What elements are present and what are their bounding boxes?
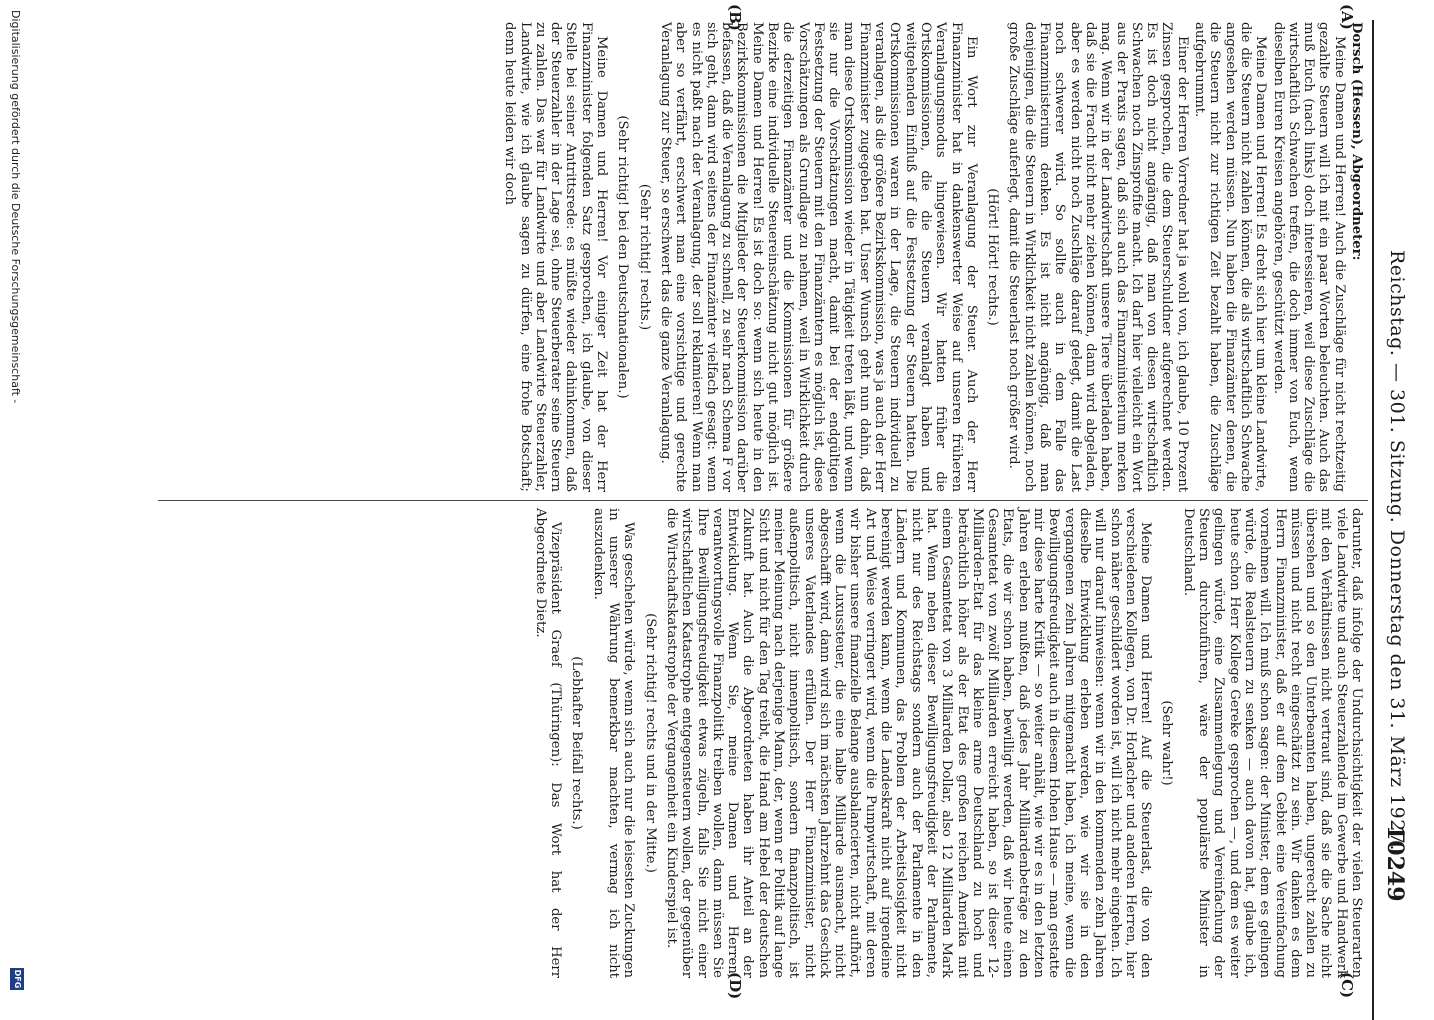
margin-mark-d: (D): [726, 972, 744, 1000]
dfg-logo: DFG: [10, 968, 24, 990]
right-column: [531, 508, 1364, 978]
funding-note: Digitalisierung gefördert durch die Deutsche Forschungsgemeinschaft -: [9, 10, 22, 404]
paragraph: Meine Damen und Herren! Auf die Steuerlast, die von den verschiedenen Kollegen, von Dr. Horlacher und anderen Herren, hier schon näher geschildert worden ist, will ich nicht mehr eingehen. Ich will nur darauf hinweisen: wenn wir in den kommenden zehn Jahren dieselbe Entwicklung erleben werden, wie wir sie in den vergangenen zehn Jahren mitgemacht haben, ich meine, wenn die Bewilligungsfreudigkeit auch in diesem Hohen Hause — man gestatte mir diese harte Kritik — so weiter anhält, wie wir es in den letzten Jahren erleben mußten, daß jedes Jahr Milliardenbeträge zu den Etats, die wir schon haben, bewilligt werden, daß wir heute einen Gesamtetat von zwölf Milliarden erreicht haben, so ist dieser 12-Milliarden-Etat für das kleine arme Deutschland zu hoch und beträchtlich höher als der Etat des großen reichen Amerika mit einem Gesamtetat von 3 Milliarden Dollar, also 12 Milliarden Mark hat. Wenn neben dieser Bewilligungsfreudigkeit der Parlamente, nicht nur des Reichstags sondern auch der Parlamente in den Ländern und Kommunen, das Problem der Arbeitslosigkeit nicht bereinigt werden kann, wenn die Landeskraft nicht auf irgendeine Art und Weise verringert wird, wenn die Pumpwirtschaft, mit deren wir bisher unsere finanzielle Belange ausbalancierten, nicht aufhört, wenn die Luxussteuer, die eine halbe Milliarde ausmacht, nicht abgeschafft wird, dann wird sich im nächsten Jahrzehnt das Geschick unseres Vaterlandes erfüllen. Der Herr Finanzminister, nicht außenpolitisch, nicht innenpolitisch, sondern finanzpolitisch, ist meiner Meinung nach derjenige Mann, der, wenn er Politik auf lange Sicht und nicht für den Tag treibt, die Hand am Hebel der deutschen Zukunft hat. Auch die Abgeordneten haben ihr Anteil an der Entwicklung. Wenn Sie, meine Damen und Herren, verantwortungsvolle Finanzpolitik treiben wollen, dann müssen Sie Ihre Bewilligungsfreudigkeit etwas zügeln, falls Sie nicht einer wirtschaftlichen Katastrophe entgegensteuern wollen, der gegenüber die Wirtschaftskatastrophe der Vergangenheit ein Kinderspiel ist.: [663, 508, 1154, 978]
margin-mark-b: (B): [726, 4, 744, 31]
page-header: [1378, 20, 1408, 920]
digitization-footer: [4, 0, 26, 1000]
paragraph: Meine Damen und Herren! Auch die Zuschläge für nicht rechtzeitig gezahlte Steuern will ich mit ein paar Worten beleuchten. Auch das muß Euch (nach links) doch interessieren, weil diese Zuschläge die wirtschaftlich Schwachen treffen, die doch immer von Euch, wenn dieselben Euren Kreisen angehören, geschützt werden.: [1270, 22, 1347, 492]
page-number: 10249: [1382, 825, 1408, 902]
speaker-line: Dorsch (Hessen), Abgeordneter:: [1349, 22, 1364, 261]
paragraph: darunter, daß infolge der Undurchsichtigkeit der vielen Steuerarten viele Landwirte und auch Steuerzahlende im Gewerbe und Handwerk mit den Verhältnissen nicht vertraut sind, daß sie die Sache nicht übersehen und so den Unterbeamten haben, ungerecht zahlen zu müssen und nicht recht eingeschätzt zu sein. Wir danken es dem Herrn Finanzminister, daß er auf dem Gebiet eine Vereinfachung vornehmen will. Ich muß schon sagen: der Minister, dem es gelingen würde, die Realsteuern zu senken — auch davon hat, glaube ich, heute schon Herr Kollege Gereke gesprochen —, und dem es weiter gelingen würde, eine Zusammenlegung und Vereinfachung der Steuern durchzuführen, wäre der populärste Minister in Deutschland.: [1180, 508, 1364, 978]
column-divider: [158, 500, 1368, 501]
paragraph: Ein Wort zur Veranlagung der Steuer. Auch der Herr Finanzminister hat in dankenswerter Weise auf unseren früheren Veranlagungsmodus hingewiesen. Wir hatten früher die Ortskommissionen, die die Steuern veranlagt haben und weitgehenden Einfluß auf die Festsetzung der Steuern hatten. Die Ortskommissionen waren in der Lage, die Steuern individuell zu veranlagen, als die größere Bezirkskommission, was ja auch der Herr Finanzminister zugegeben hat. Unser Wunsch geht nun dahin, daß man diese Ortskommission wieder in Tätigkeit treten läßt, und wenn sie nur die Vorschätzungen macht, damit bei der endgültigen Festsetzung der Steuern mit den Finanzämtern es möglich ist, diese Vorschätzungen als Grundlage zu nehmen, weil in Wirklichkeit durch die derzeitigen Finanzämter und die Kommissionen für größere Bezirke eine individuelle Steuereinschätzung nicht gut möglich ist. Meine Damen und Herren! Es ist doch so: wenn sich heute in den Bezirkskommissionen die Mitglieder der Steuerkommission darüber befassen, daß die Veranlagung zu schnell, zu sehr nach Schema F vor sich geht, dann wird seitens der Finanzämter vielfach gesagt: wenn es nicht paßt nach der Veranlagung, der soll reklamieren! Wenn man aber so verfährt, erschwert man eine vorsichtige und gerechte Veranlagung zur Steuer, so erschwert das die ganze Veranlagung.: [657, 22, 979, 492]
left-column: [500, 22, 1364, 492]
paragraph: Meine Damen und Herren! Vor einiger Zeit hat der Herr Finanzminister folgenden Satz gesprochen, ich glaube, von dieser Stelle bei seiner Antrittsrede: es müßte wieder dahinkommen, daß der Steuerzahler in der Lage sei, ohne Steuerberater seine Steuern zu zahlen. Das war für Landwirte und aber Landwirte Steuerzahler, Landwirte, wie ich glaube sagen zu dürfen, eine frohe Botschaft; denn heute leiden wir doch: [502, 22, 610, 492]
running-title: Reichstag. — 301. Sitzung. Donnerstag den 31. März 1927.: [1386, 250, 1408, 851]
paragraph: Einer der Herren Vorredner hat ja wohl von, ich glaube, 10 Prozent Zinsen gesprochen, die dem Steuerschuldner aufgerechnet werden. Es ist doch nicht angängig, daß man von diesen wirtschaftlich Schwachen noch Zinsprofite macht. Ich darf hier vielleicht ein Wort aus der Praxis sagen, daß sich auch das Finanzministerium merken mag. Wenn wir in der Landwirtschaft unsere Tiere überladen haben, daß sie die Fracht nicht mehr ziehen können, dann wird abgeladen, aber es werden nicht noch Zuschläge darauf gelegt, damit die Last noch schwerer wird. So sollte auch in dem Falle das Finanzministerium denken. Es ist nicht angängig, daß man denjenigen, die die Steuern in Wirklichkeit nicht zahlen können, noch große Zuschläge auferlegt, damit die Steuerlast noch größer wird.: [1006, 22, 1190, 492]
interjection: (Lebhafter Beifall rechts.): [569, 656, 585, 830]
margin-mark-a: (A): [1338, 4, 1356, 30]
interjection: (Hört! Hört! rechts.): [985, 188, 1001, 326]
interjection: (Sehr richtig! rechts und in der Mitte.): [642, 613, 658, 873]
interjection: (Sehr richtig! rechts.): [636, 183, 652, 331]
paragraph: Was geschehen würde, wenn sich auch nur die leisesten Zuckungen in unserer Währung bemerkbar machten, vermag ich nicht auszudenken.: [590, 508, 637, 978]
interjection: (Sehr richtig! bei den Deutschnationalen.): [615, 115, 631, 399]
speaker-line: Vizepräsident Graef (Thüringen): Das Wort hat der Herr Abgeordnete Dietz.: [532, 508, 564, 978]
paragraph: Meine Damen und Herren! Es dreht sich hier um kleine Landwirte, die die Steuern nicht zahlen können, die als wirtschaftlich Schwache angesehen werden müssen. Nun haben die Finanzämter denen, die die Steuern nicht zur richtigen Zeit bezahlt haben, die Zuschläge aufgebrummt.: [1192, 22, 1269, 492]
interjection: (Sehr wahr!): [1159, 700, 1175, 786]
header-rule: [1372, 20, 1374, 1020]
margin-mark-c: (C): [1338, 972, 1356, 999]
